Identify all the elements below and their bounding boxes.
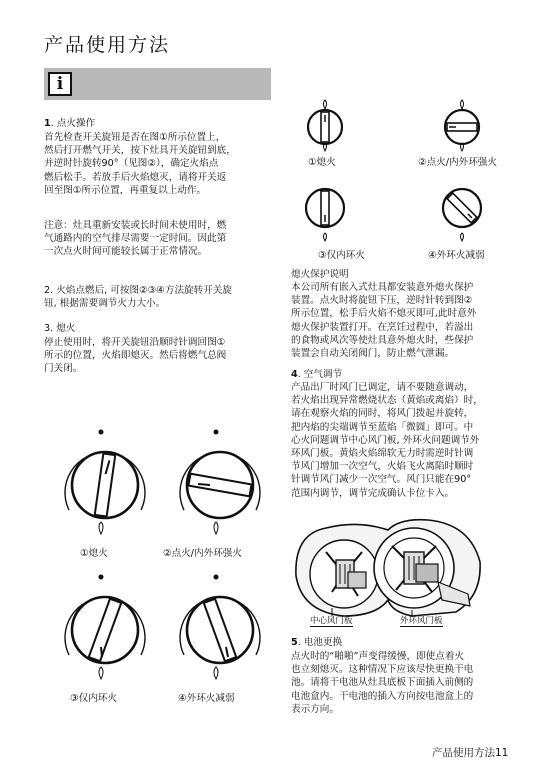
section-air-heading: 4. 空气调节 [291,369,343,380]
flame-icon [214,667,218,679]
indicator-dot [99,575,104,580]
small-knob-inner-only [300,183,350,243]
section-air-body: 产品出厂时风门已调定，请不要随意调动， 若火焰出现异常燃烧状态（黄焰或离焰）时， 请在观察火焰的同时，将风门拨起并旋转， 把内焰的尖端调节至蓝焰「微圆」即可。中 心火问题调节中心风门板, 外环火问题调节外 环风门板。黄焰火焰绵软无力时需逆时针调 节风门增加一次空气，火焰飞火离陷时顺时 针调节风门减少一次空气。风门只能在90° 范围内调节，调节完成确认卡位卡入。 [291,382,483,499]
knob-diagram-off [55,430,155,540]
small-knob-ignite-high [437,97,487,152]
knob-diagram-ignite-high [170,430,270,540]
section-adjust-text: 2. 火焰点燃后, 可按图②③④方法旋转开关旋 钮, 根据需要调节火力大小。 [44,285,233,310]
small-caption-outer-low: ④外环火减弱 [428,250,485,261]
outer-damper-label: 外环风门板 [400,616,443,626]
small-caption-ignite-high: ②点火/内外环强火 [418,157,497,168]
small-knob-outer-low [437,183,487,243]
flame-icon [324,233,327,241]
section-off-heading: 3. 熄火 [44,323,76,334]
knob-diagram-outer-low [170,575,270,685]
caption-off: ①熄火 [80,548,108,559]
section-off-body: 停止使用时，将开关旋钮沿顺时针调回图① 所示的位置，火焰即熄灭。然后将燃气总阀 门关闭。 [44,337,227,375]
section-battery-body: 点火时的“啪啪”声变得缓慢，即使点着火 也立刻熄灭。这种情况下应该尽快更换干电 池。请将干电池从灶具底板下面插入前侧的 电池盒内。干电池的插入方向按电池盒上的 表示方向。 [291,651,474,715]
indicator-dot [214,430,219,435]
caption-ignite-high: ②点火/内外环强火 [163,548,242,559]
small-caption-inner-only: ③仅内环火 [318,250,365,261]
indicator-dot [214,575,219,580]
small-knob-off [300,97,350,152]
flame-icon [214,522,218,534]
info-icon: i [48,72,72,96]
caption-outer-low: ④外环火减弱 [178,693,235,704]
protection-body: 本公司所有嵌入式灶具都安装意外熄火保护 装置。点火时将旋钮下压，逆时针转到图② 所示位置，松手后火焰不熄灭即可,此时意外 熄火保护装置打开。在烹饪过程中，若溢出 的食物或风次等使灶具意外熄火时，些保护 装置会自动关闭阀门，防止燃气泄漏。 [291,282,477,360]
page-footer: 产品使用方法11 [432,747,509,759]
flame-icon [99,667,103,679]
note-text: 注意：灶具重新安装或长时间未使用时，燃 气通路内的空气排尽需要一定时间。因此第 一次点火时间可能较长属于正常情况。 [44,220,227,258]
small-caption-off: ①熄火 [308,157,336,168]
indicator-dot [99,430,104,435]
section-battery-heading: 5. 电池更换 [291,637,343,648]
protection-heading: 熄火保护说明 [291,269,349,280]
section-ignition-body: 首先检查开关旋钮是否在图①所示位置上， 然后打开燃气开关，按下灶具开关旋钮到底， 并逆时针旋转90°（见图②），确定火焰点 燃后松手。若放手后火焰熄灭，请将开关返 回至图①所示位置，再重复以上动作。 [44,132,236,196]
page-title: 产品使用方法 [44,34,171,56]
section-ignition-heading: 1. 点火操作 [44,118,96,129]
caption-inner-only: ③仅内环火 [70,693,117,704]
info-banner [44,68,271,100]
air-damper-illustration [292,512,484,622]
center-damper-label: 中心风门板 [310,616,353,626]
knob-diagram-inner-only [55,575,155,685]
flame-icon [461,100,464,109]
flame-icon [461,233,464,241]
flame-icon [324,100,327,109]
flame-icon [99,522,103,534]
